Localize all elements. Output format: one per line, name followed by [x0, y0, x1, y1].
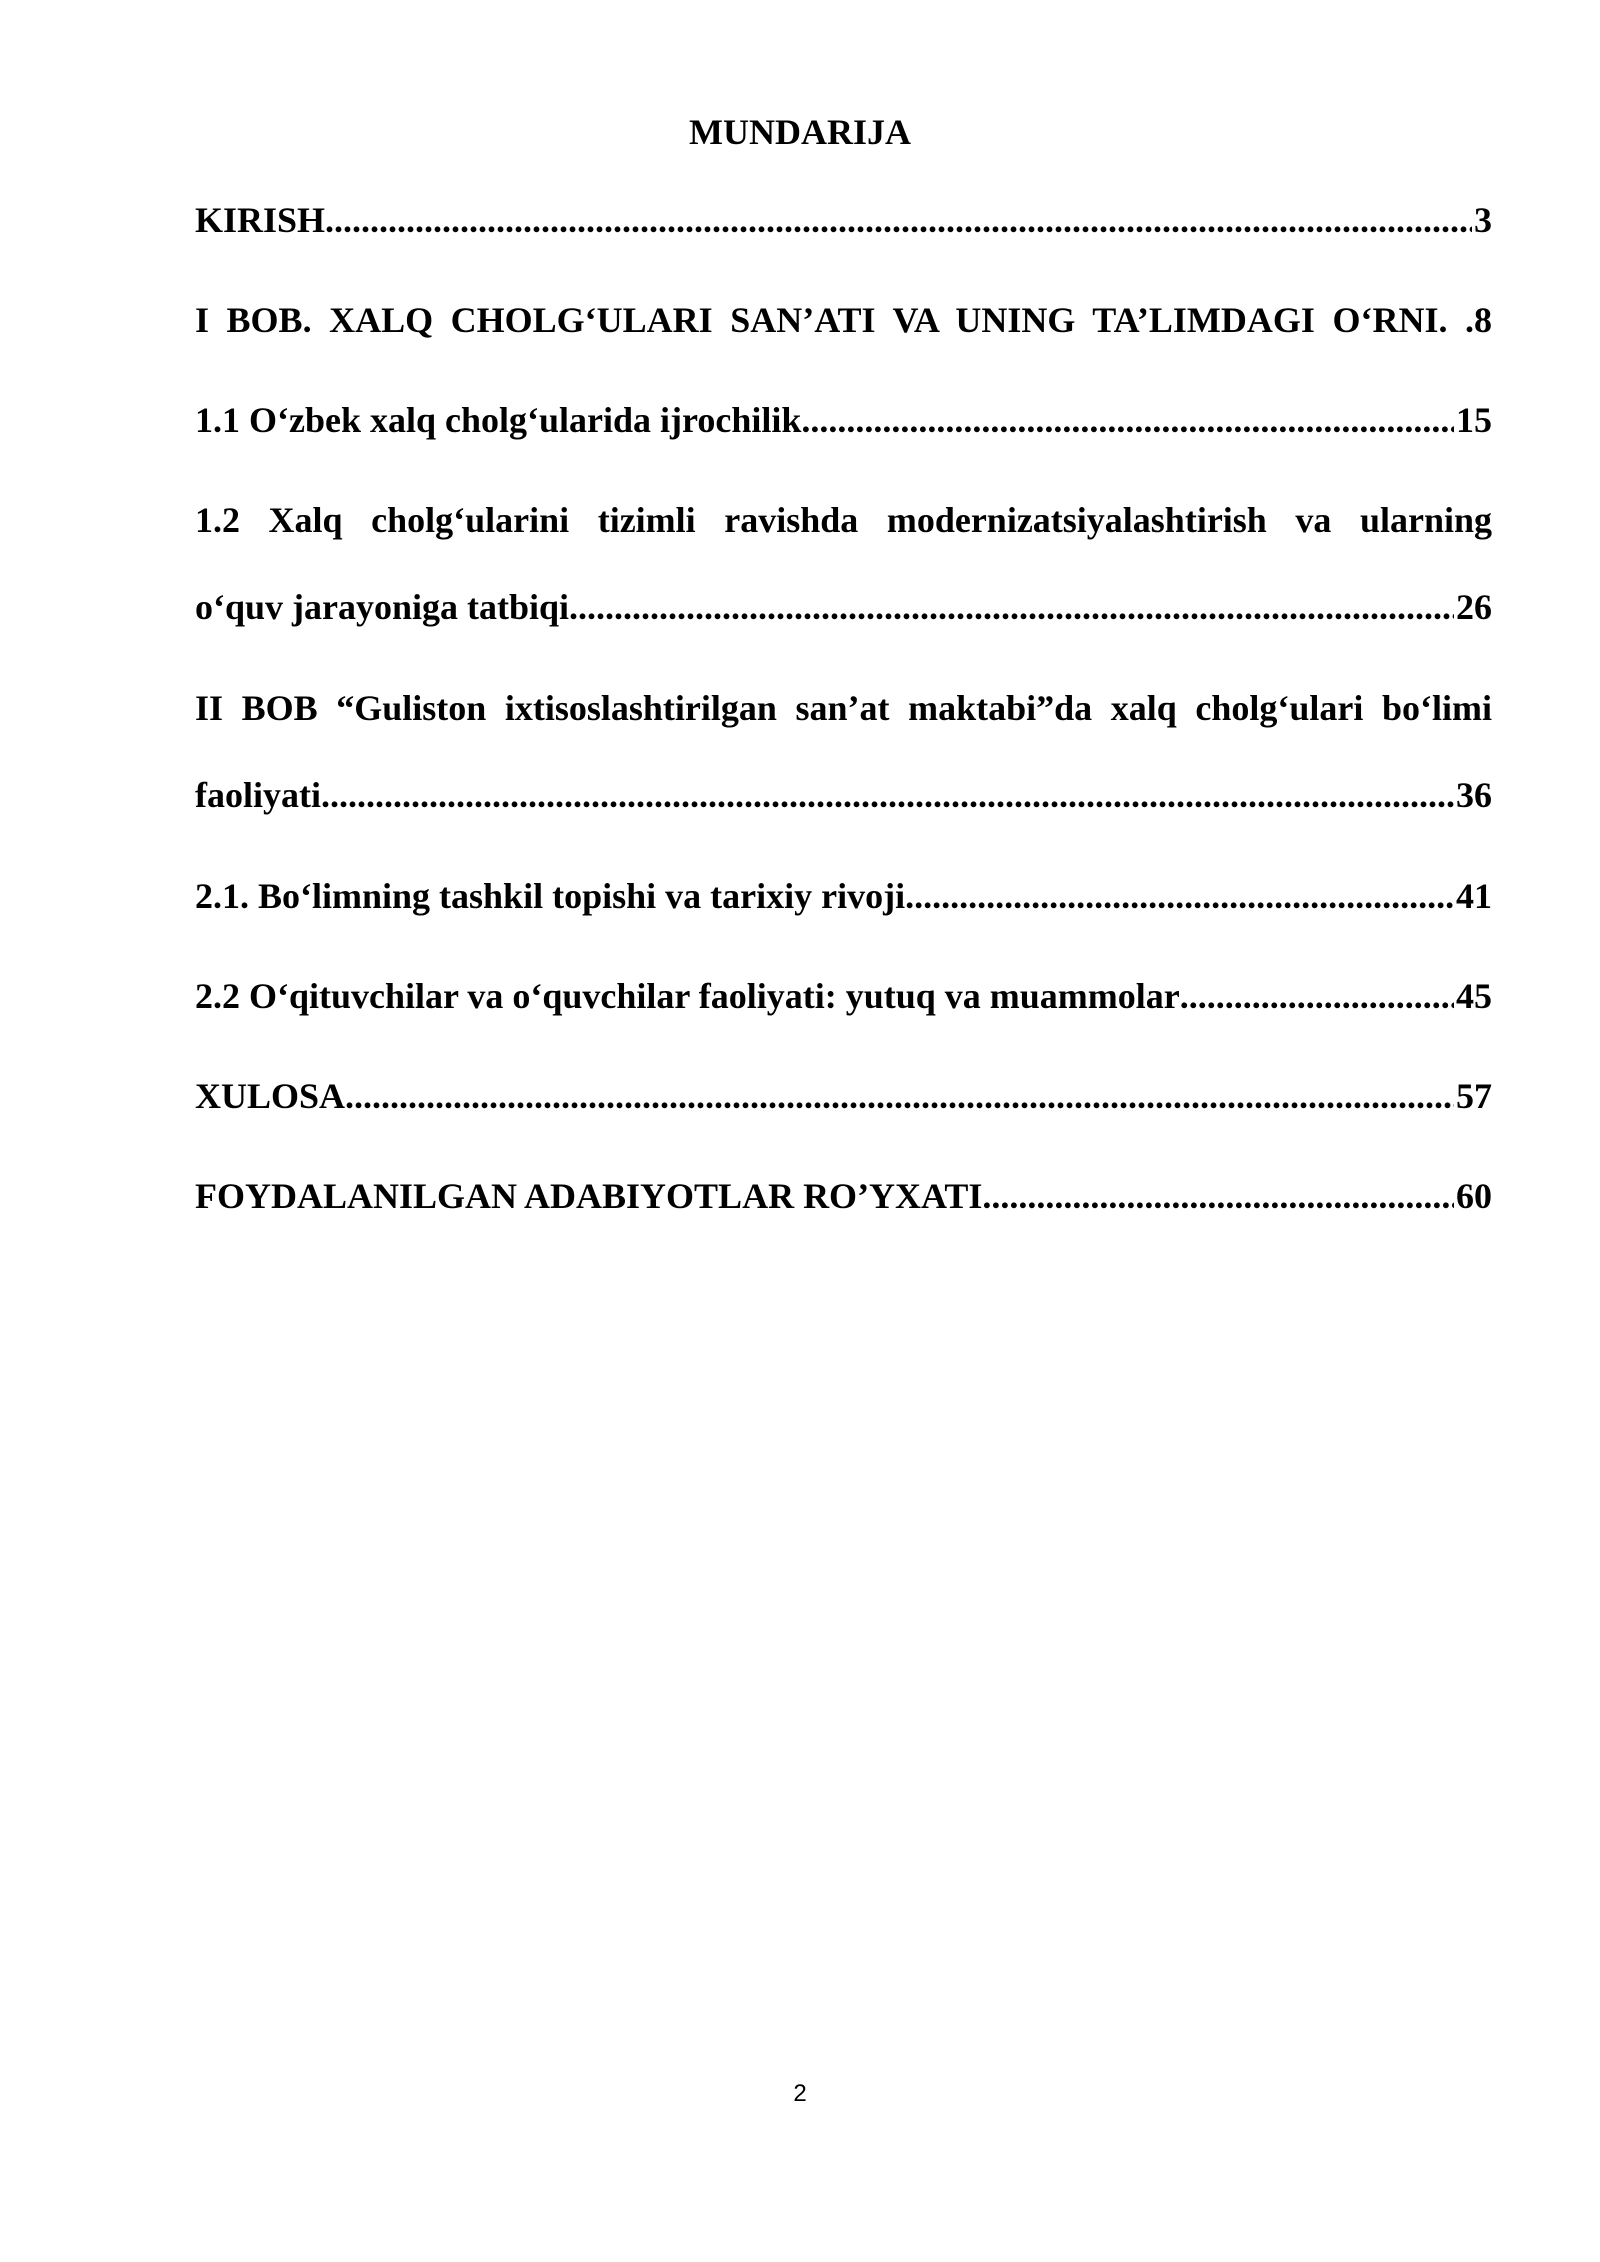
toc-page-number: 36 — [1456, 775, 1492, 815]
toc-entry-text-line2: faoliyati — [195, 775, 321, 815]
dot-leader — [321, 770, 1454, 820]
toc-entry-text: I BOB. XALQ CHOLG‘ULARI SAN’ATI VA UNING TA’LIMDAGI O‘RNI. .8 — [195, 300, 1492, 340]
toc-page-number: 60 — [1456, 1176, 1492, 1216]
toc-page-number: 45 — [1456, 976, 1492, 1016]
toc-page-number: 41 — [1456, 876, 1492, 916]
toc-title: MUNDARIJA — [689, 112, 911, 152]
toc-page-number: 26 — [1456, 587, 1492, 627]
toc-entry-chapter-1[interactable] — [195, 295, 1492, 345]
toc-entry-text: 2.2 O‘qituvchilar va o‘quvchilar faoliyati: yutuq va muammolar — [195, 976, 1180, 1016]
toc-entry-section-1-2[interactable] — [195, 495, 1492, 632]
toc-page-number: 3 — [1474, 200, 1492, 240]
toc-entry-section-1-1[interactable] — [195, 395, 1492, 445]
dot-leader — [905, 871, 1454, 921]
dot-leader — [325, 195, 1472, 245]
dot-leader — [1180, 971, 1454, 1021]
toc-entry-chapter-2[interactable] — [195, 683, 1492, 820]
dot-leader — [982, 1171, 1454, 1221]
toc-page-number: 57 — [1456, 1076, 1492, 1116]
toc-entry-text-line1: II BOB “Guliston ixtisoslashtirilgan san’at maktabi”da xalq cholg‘ulari bo‘limi — [195, 688, 1492, 728]
toc-entry-text: XULOSA — [195, 1076, 346, 1116]
page-number: 2 — [793, 2080, 807, 2107]
toc-entry-references[interactable] — [195, 1171, 1492, 1221]
dot-leader — [345, 1071, 1454, 1121]
toc-entry-section-2-1[interactable] — [195, 871, 1492, 921]
toc-page-number: 15 — [1456, 400, 1492, 440]
toc-entry-text: 2.1. Bo‘limning tashkil topishi va tarixiy rivoji — [195, 876, 906, 916]
toc-entry-text-line1: 1.2 Xalq cholg‘ularini tizimli ravishda modernizatsiyalashtirish va ularning — [195, 500, 1492, 540]
dot-leader — [569, 582, 1454, 632]
toc-entry-text: 1.1 O‘zbek xalq cholg‘ularida ijrochilik — [195, 400, 802, 440]
toc-entry-xulosa[interactable] — [195, 1071, 1492, 1121]
toc-entry-text-line2: o‘quv jarayoniga tatbiqi — [195, 587, 570, 627]
toc-entry-text: FOYDALANILGAN ADABIYOTLAR RO’YXATI — [195, 1176, 983, 1216]
toc-entry-kirish[interactable] — [195, 195, 1492, 245]
dot-leader — [801, 395, 1454, 445]
toc-entry-section-2-2[interactable] — [195, 971, 1492, 1021]
toc-entry-text: KIRISH — [195, 200, 326, 240]
